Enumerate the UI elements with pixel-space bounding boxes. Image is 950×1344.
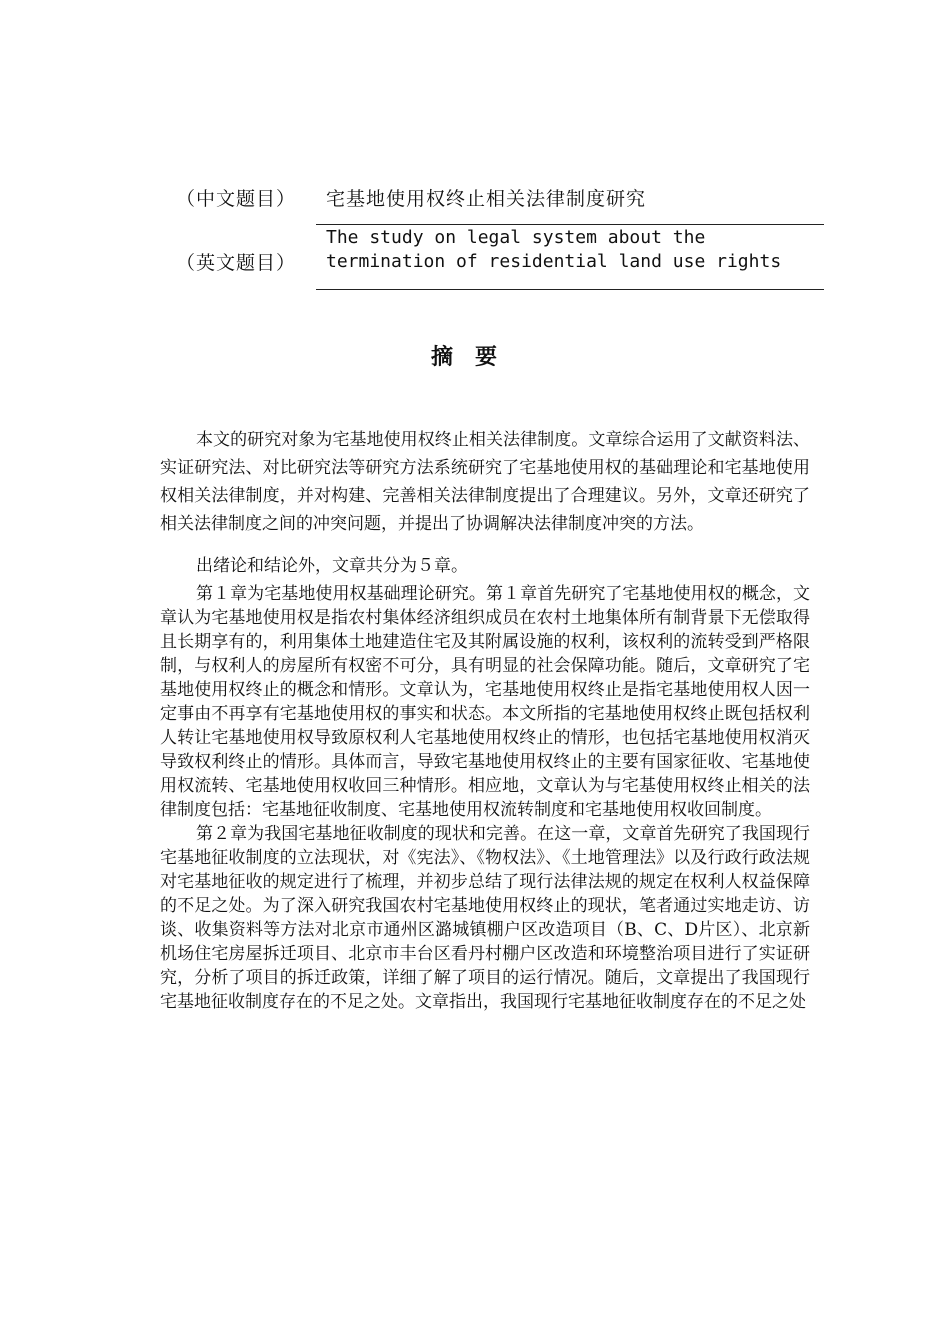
abstract-paragraph-1: 本文的研究对象为宅基地使用权终止相关法律制度。文章综合运用了文献资料法、实证研究法、对比研究法等研究方法系统研究了宅基地使用权的基础理论和宅基地使用权相关法律制度，并对构建、完善相关法律制度提出了合理建议。另外，文章还研究了相关法律制度之间的冲突问题，并提出了协调解决法律制度冲突的方法。	[160, 430, 810, 534]
english-title-rule	[316, 289, 824, 290]
abstract-paragraph-2: 出绪论和结论外，文章共分为５章。	[196, 556, 468, 576]
english-title-value: The study on legal system about the termination of residential land use rights	[326, 227, 782, 272]
abstract-dense-section	[160, 582, 810, 1014]
chinese-title-rule	[316, 224, 824, 225]
abstract-paragraph-3: 第１章为宅基地使用权基础理论研究。第１章首先研究了宅基地使用权的概念，文章认为宅基地使用权是指农村集体经济组织成员在农村土地集体所有制背景下无偿取得且长期享有的，利用集体土地建造住宅及其附属设施的权利，该权利的流转受到严格限制，与权利人的房屋所有权密不可分，具有明显的社会保障功能。随后，文章研究了宅基地使用权终止的概念和情形。文章认为，宅基地使用权终止是指宅基地使用权人因一定事由不再享有宅基地使用权的事实和状态。本文所指的宅基地使用权终止既包括权利人转让宅基地使用权导致原权利人宅基地使用权终止的情形，也包括宅基地使用权消灭导致权利终止的情形。具体而言，导致宅基地使用权终止的主要有国家征收、宅基地使用权流转、宅基地使用权收回三种情形。相应地，文章认为与宅基使用权终止相关的法律制度包括：宅基地征收制度、宅基地使用权流转制度和宅基地使用权收回制度。	[160, 584, 810, 820]
abstract-heading: 摘要	[430, 345, 519, 370]
chinese-title-label: （中文题目）	[176, 188, 297, 210]
english-title-label: （英文题目）	[176, 252, 297, 274]
abstract-body	[160, 426, 810, 1014]
chinese-title-value: 宅基地使用权终止相关法律制度研究	[326, 188, 647, 210]
abstract-paragraph-4: 第２章为我国宅基地征收制度的现状和完善。在这一章，文章首先研究了我国现行宅基地征收制度的立法现状，对《宪法》、《物权法》、《土地管理法》以及行政行政法规对宅基地征收的规定进行了梳理，并初步总结了现行法律法规的规定在权利人权益保障的不足之处。为了深入研究我国农村宅基地使用权终止的现状，笔者通过实地走访、访谈、收集资料等方法对北京市通州区潞城镇棚户区改造项目（B、C、D片区）、北京新机场住宅房屋拆迁项目、北京市丰台区看丹村棚户区改造和环境整治项目进行了实证研究，分析了项目的拆迁政策，详细了解了项目的运行情况。随后，文章提出了我国现行宅基地征收制度存在的不足之处。文章指出，我国现行宅基地征收制度存在的不足之处	[160, 824, 810, 1012]
